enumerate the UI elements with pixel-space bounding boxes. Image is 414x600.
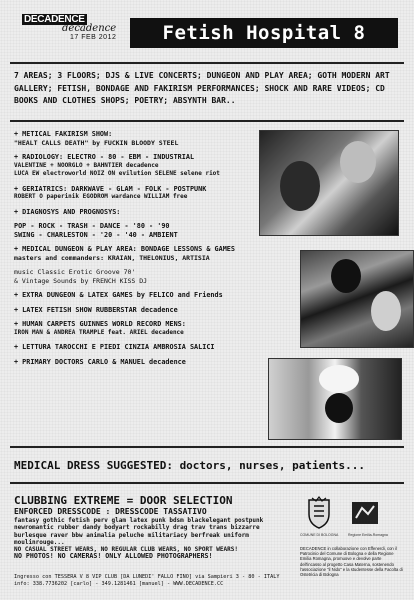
program-item-head: music Classic Erotic Groove 70' bbox=[14, 268, 136, 276]
program-item-head: + DIAGNOSYS AND PROGNOSYS: bbox=[14, 207, 121, 216]
program-item-head: + METICAL FAKIRISM SHOW: bbox=[14, 130, 113, 138]
dress-code-banner: MEDICAL DRESS SUGGESTED: doctors, nurses, patients... bbox=[14, 459, 365, 472]
program-item-line: IRON MAN & ANDREA TRAMPLE feat. ARIEL decadence bbox=[14, 328, 184, 336]
club-styles: fantasy gothic fetish perv glam latex punk bdsm blackelegant postpunk newromantic rubber dandy bodyart rockabilly drag trav trans bizzarre burlesque raver bbw animalia peluche militariacy berfreak uniform moulinrouge... bbox=[14, 517, 264, 546]
program-item bbox=[14, 320, 264, 337]
performer-photo bbox=[259, 130, 399, 236]
divider bbox=[10, 62, 404, 64]
program-item-line: ROBERT O paperinik EGODROM wardance WILLIAM free bbox=[14, 193, 188, 200]
divider bbox=[10, 482, 404, 484]
footer-address: Ingresso con TESSERA V 8 VIP CLUB [DA LUNEDI' FALLO FINO] via Sampieri 3 - 80 - ITALY bbox=[14, 574, 280, 580]
program-item bbox=[14, 185, 264, 202]
footer-info bbox=[14, 574, 282, 588]
crest-caption: Regione Emilia-Romagna bbox=[348, 533, 388, 537]
program-item-head: + EXTRA DUNGEON & LATEX GAMES by FELICO and Friends bbox=[14, 291, 223, 299]
program-item-line: SWING - CHARLESTON - '20 - '40 - AMBIENT bbox=[14, 230, 178, 239]
logo-script: decadence bbox=[62, 23, 117, 34]
credit-text: DECADENCE in collaborazione con Effenerdi, con il Patrocinio del Comune di Bologna e della Regione Emilia Romagna, promuove e devolve parte dell'incasso al progetto Casa Materna, sostenendo l'associazione "il Nido" e la studentesse della Facolta di Ostetricia di Bologna bbox=[300, 546, 403, 578]
event-title: Fetish Hospital 8 bbox=[130, 18, 398, 48]
region-crest-icon bbox=[348, 496, 382, 530]
program-item-head: + MEDICAL DUNGEON & PLAY AREA: BONDAGE LESSONS & GAMES bbox=[14, 245, 235, 253]
program-item-line: LUCA EW electroworld NOIZ ON evilution SELENE selene riot bbox=[14, 170, 220, 177]
program-item-head: + PRIMARY DOCTORS CARLO & MANUEL decadence bbox=[14, 357, 186, 366]
program-item bbox=[14, 306, 264, 315]
program-list bbox=[14, 130, 264, 372]
sponsor-crests bbox=[300, 496, 400, 536]
program-item-line: & Vintage Sounds by FRENCH KISS DJ bbox=[14, 276, 148, 285]
program-item bbox=[14, 222, 264, 239]
program-item bbox=[14, 208, 264, 217]
program-item-head: + HUMAN CARPETS GUINNES WORLD RECORD MENS: bbox=[14, 320, 186, 328]
decadence-logo bbox=[22, 14, 130, 41]
program-item-head: + LATEX FETISH SHOW RUBBERSTAR decadence bbox=[14, 305, 178, 314]
club-info bbox=[14, 494, 276, 561]
program-item bbox=[14, 268, 264, 285]
program-item-line: "HEALT CALLS DEATH" by FUCKIN BLOODY STEEL bbox=[14, 138, 179, 147]
club-warning: NO PHOTOS! NO CAMERAS! ONLY ALLOWED PHOTOGRAPHERS! bbox=[14, 552, 213, 561]
program-item-head: + RADIOLOGY: ELECTRO - 80 - EBM - INDUSTRIAL bbox=[14, 153, 195, 161]
club-title: CLUBBING EXTREME = DOOR SELECTION bbox=[14, 494, 233, 507]
program-item-head: POP - ROCK - TRASH - DANCE - '80 - '90 bbox=[14, 222, 170, 230]
program-item-head: + GERIATRICS: DARKWAVE - GLAM - FOLK - POSTPUNK bbox=[14, 184, 207, 193]
bologna-crest-icon bbox=[302, 496, 336, 530]
logo-wordmark: DECADENCE bbox=[24, 14, 85, 25]
program-item bbox=[14, 343, 264, 352]
program-item bbox=[14, 291, 264, 300]
club-dresscode: ENFORCED DRESSCODE : DRESSCODE TASSATIVO bbox=[14, 507, 207, 516]
program-item-head: + LETTURA TAROCCHI E PIEDI CINZIA AMBROSIA SALICI bbox=[14, 343, 215, 351]
program-item bbox=[14, 130, 264, 147]
event-date: 17 FEB 2012 bbox=[70, 34, 117, 41]
footer-contacts: info: 338.7736202 [carlo] - 349.1281461 [manuel] - WWW.DECADENCE.CC bbox=[14, 581, 224, 587]
club-warning: NO CASUAL STREET WEARS, NO REGULAR CLUB WEARS, NO SPORT WEARS! bbox=[14, 546, 238, 554]
crest-caption: COMUNE DI BOLOGNA bbox=[300, 533, 339, 537]
program-item-line: VALENTINE + NOORGLO + BAHNTIER decadence bbox=[14, 161, 159, 169]
program-item bbox=[14, 245, 264, 262]
divider bbox=[10, 446, 404, 448]
program-item bbox=[14, 358, 264, 367]
divider bbox=[10, 120, 404, 122]
program-item-line: masters and commanders: KRAIAN, THELONIUS, ARTISIA bbox=[14, 253, 210, 262]
performer-photo bbox=[300, 250, 414, 348]
program-item bbox=[14, 153, 264, 179]
intro-text: 7 AREAS; 3 FLOORS; DJS & LIVE CONCERTS; DUNGEON AND PLAY AREA; GOTH MODERN ART GALLERY; FETISH, BONDAGE AND FAKIRISM PERFORMANCES; SHOCK AND RARE VIDEOS; CD BOOKS AND CLOTHES SHOPS; POETRY; ABSYNTH BAR.. bbox=[14, 71, 390, 105]
performer-photo bbox=[268, 358, 402, 440]
